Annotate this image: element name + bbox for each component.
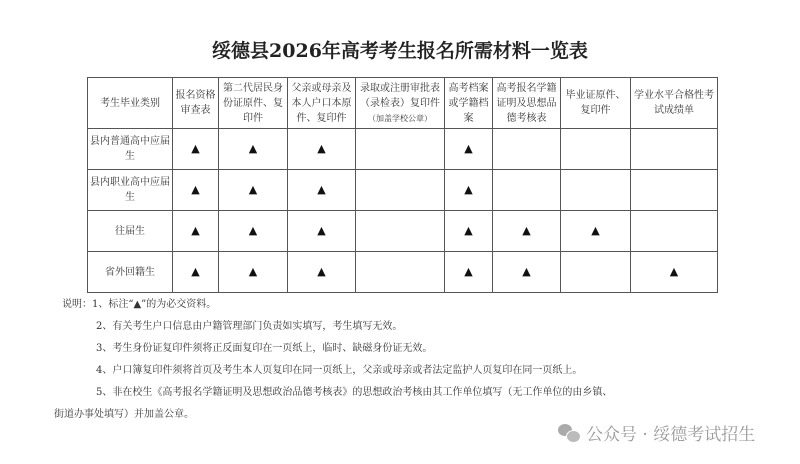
table-row <box>88 211 718 252</box>
column-header-label: 父亲或母亲及本人户口本原件、复印件 <box>291 82 352 124</box>
required-mark: ▲ <box>669 265 679 278</box>
row-category: 往届生 <box>88 211 173 252</box>
table-cell <box>493 129 561 170</box>
row-category: 县内职业高中应届生 <box>88 170 173 211</box>
required-mark: ▲ <box>464 265 473 278</box>
table-row <box>88 252 718 293</box>
table-cell <box>493 170 561 211</box>
table-cell <box>288 211 356 252</box>
required-mark: ▲ <box>464 183 473 196</box>
table-cell <box>288 129 356 170</box>
table-cell <box>173 211 219 252</box>
table-cell <box>356 211 445 252</box>
table-cell <box>445 211 493 252</box>
required-mark: ▲ <box>248 142 258 155</box>
table-cell <box>561 211 631 252</box>
column-header-label: 录取或注册审批表（录检表）复印件 <box>360 82 440 109</box>
column-header-label: 毕业证原件、复印件 <box>565 90 626 116</box>
required-mark: ▲ <box>464 224 473 237</box>
table-row <box>88 129 718 170</box>
note-1: 说明：1、标注“▲”的为必交资料。 <box>62 299 217 310</box>
table-cell <box>219 129 288 170</box>
column-header <box>561 78 631 129</box>
required-mark: ▲ <box>191 265 200 278</box>
required-mark: ▲ <box>317 224 326 237</box>
watermark <box>558 420 755 445</box>
row-category: 省外回籍生 <box>88 252 173 293</box>
table-cell <box>445 252 493 293</box>
required-mark: ▲ <box>317 183 326 196</box>
required-mark: ▲ <box>191 224 200 237</box>
column-header-label: 考生毕业类别 <box>100 97 160 109</box>
column-note: （加盖学校公章） <box>368 113 432 123</box>
table-cell <box>288 252 356 293</box>
wechat-icon <box>558 424 580 442</box>
required-mark: ▲ <box>191 183 200 196</box>
column-header <box>493 78 561 129</box>
column-header-label: 高考报名学籍证明及思想品德考核表 <box>496 82 557 124</box>
column-header-label: 学业水平合格性考试成绩单 <box>634 90 714 116</box>
table-cell <box>219 211 288 252</box>
column-header <box>631 78 718 129</box>
table-cell <box>288 170 356 211</box>
table-cell <box>493 252 561 293</box>
required-mark: ▲ <box>464 142 473 155</box>
column-header <box>88 78 173 129</box>
table-cell <box>561 170 631 211</box>
notes <box>54 294 613 426</box>
column-header-label: 第二代居民身份证原件、复印件 <box>223 82 283 124</box>
table-cell <box>173 129 219 170</box>
table-cell <box>631 211 718 252</box>
table-cell <box>561 252 631 293</box>
table-cell <box>356 170 445 211</box>
required-mark: ▲ <box>522 224 531 237</box>
required-mark: ▲ <box>317 142 326 155</box>
required-mark: ▲ <box>591 224 600 237</box>
table-cell <box>356 252 445 293</box>
column-header <box>356 78 445 129</box>
row-category: 县内普通高中应届生 <box>88 129 173 170</box>
watermark-text: 公众号 · 绥德考试招生 <box>586 425 756 445</box>
column-header <box>445 78 493 129</box>
table-cell <box>219 170 288 211</box>
note-3: 3、考生身份证复印件须将正反面复印在一页纸上，临时、缺磁身份证无效。 <box>96 343 433 354</box>
table-cell <box>356 129 445 170</box>
document-title: 绥德县2026年高考考生报名所需材料一览表 <box>212 40 588 62</box>
table-cell <box>493 211 561 252</box>
table-row <box>88 170 718 211</box>
note-4: 4、户口簿复印件须将首页及考生本人页复印在同一页纸上，父亲或母亲或者法定监护人页复印在同一页纸上。 <box>96 365 583 376</box>
table-cell <box>445 170 493 211</box>
column-header-label: 高考档案或学籍档案 <box>448 82 489 124</box>
table-cell <box>561 129 631 170</box>
required-mark: ▲ <box>248 183 258 196</box>
column-header-label: 报名资格审查表 <box>175 90 216 116</box>
note-5-cont: 街道办事处填写）并加盖公章。 <box>54 409 194 420</box>
table-cell <box>219 252 288 293</box>
required-mark: ▲ <box>191 142 200 155</box>
column-header <box>288 78 356 129</box>
required-mark: ▲ <box>522 265 531 278</box>
note-5: 5、非在校生《高考报名学籍证明及思想政治品德考核表》的思想政治考核由其工作单位填写（无工作单位的由乡镇、 <box>96 387 613 398</box>
column-header <box>173 78 219 129</box>
table-cell <box>173 170 219 211</box>
table-cell <box>631 252 718 293</box>
required-mark: ▲ <box>317 265 326 278</box>
column-header <box>219 78 288 129</box>
note-2: 2、有关考生户口信息由户籍管理部门负责如实填写，考生填写无效。 <box>96 321 403 332</box>
table-cell <box>445 129 493 170</box>
table-cell <box>173 252 219 293</box>
table-cell <box>631 129 718 170</box>
required-mark: ▲ <box>248 265 258 278</box>
required-mark: ▲ <box>248 224 258 237</box>
materials-table <box>87 77 718 293</box>
table-cell <box>631 170 718 211</box>
